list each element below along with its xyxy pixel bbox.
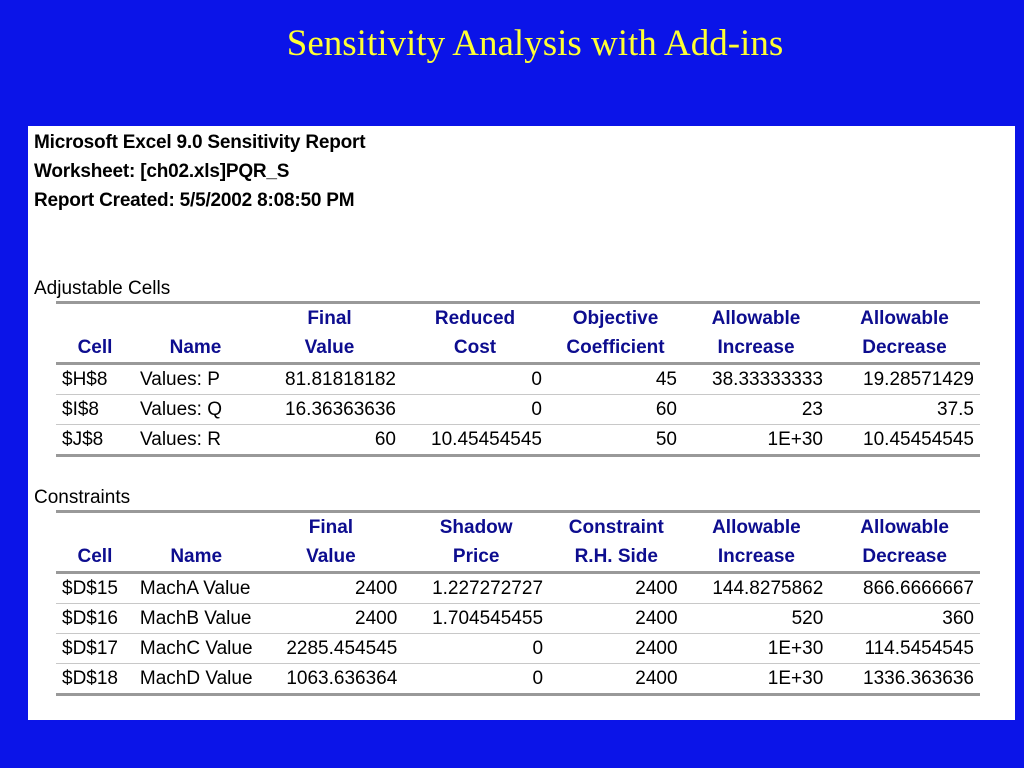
column-header-top: Allowable <box>684 512 830 543</box>
header-row-top <box>56 303 980 334</box>
table-cell: 16.36363636 <box>257 395 402 425</box>
constraints-table <box>56 510 980 696</box>
table-cell: 520 <box>684 604 830 634</box>
table-cell: $D$15 <box>56 573 134 604</box>
table-cell: MachC Value <box>134 634 259 664</box>
table-cell: $H$8 <box>56 364 134 395</box>
column-header: Coefficient <box>548 333 683 364</box>
report-created: Report Created: 5/5/2002 8:08:50 PM <box>34 190 355 211</box>
table-cell: MachA Value <box>134 573 259 604</box>
table-cell: $D$17 <box>56 634 134 664</box>
table-cell: 2400 <box>259 573 404 604</box>
column-header-top: Final <box>259 512 404 543</box>
table-cell: 2400 <box>549 573 684 604</box>
header-row-top <box>56 512 980 543</box>
adjustable-cells-table <box>56 301 980 457</box>
table-cell: Values: R <box>134 425 257 456</box>
table-cell: 1E+30 <box>684 664 830 695</box>
column-header-top: Final <box>257 303 402 334</box>
table-cell: 2400 <box>549 664 684 695</box>
column-header-top: Allowable <box>829 303 980 334</box>
column-header: Cell <box>56 542 134 573</box>
table-cell: 2400 <box>259 604 404 634</box>
table-cell: 1063.636364 <box>259 664 404 695</box>
column-header-top: Objective <box>548 303 683 334</box>
column-header-top: Reduced <box>402 303 548 334</box>
header-row-bottom <box>56 542 980 573</box>
table-cell: $J$8 <box>56 425 134 456</box>
column-header: Price <box>403 542 549 573</box>
table-row <box>56 364 980 395</box>
table-cell: 60 <box>548 395 683 425</box>
header-row-bottom <box>56 333 980 364</box>
column-header: Value <box>259 542 404 573</box>
column-header: Decrease <box>829 333 980 364</box>
column-header-top <box>56 303 134 334</box>
column-header-top <box>56 512 134 543</box>
column-header-top: Constraint <box>549 512 684 543</box>
table-cell: 2400 <box>549 604 684 634</box>
table-cell: 23 <box>683 395 829 425</box>
column-header: Name <box>134 333 257 364</box>
table-row <box>56 395 980 425</box>
slide-title: Sensitivity Analysis with Add-ins <box>286 23 784 64</box>
column-header: R.H. Side <box>549 542 684 573</box>
table-cell: 10.45454545 <box>829 425 980 456</box>
table-cell: 45 <box>548 364 683 395</box>
table-cell: Values: Q <box>134 395 257 425</box>
table-cell: 10.45454545 <box>402 425 548 456</box>
column-header-top: Shadow <box>403 512 549 543</box>
constraints-label: Constraints <box>34 487 131 508</box>
column-header-top <box>134 512 259 543</box>
sensitivity-report-panel <box>28 126 1015 720</box>
table-row <box>56 573 980 604</box>
table-cell: 0 <box>402 395 548 425</box>
table-cell: 19.28571429 <box>829 364 980 395</box>
column-header: Decrease <box>829 542 980 573</box>
column-header-top <box>134 303 257 334</box>
table-row <box>56 664 980 695</box>
table-cell: 144.8275862 <box>684 573 830 604</box>
table-cell: 1E+30 <box>683 425 829 456</box>
table-cell: 50 <box>548 425 683 456</box>
column-header: Cell <box>56 333 134 364</box>
table-row <box>56 604 980 634</box>
table-cell: 0 <box>403 664 549 695</box>
table-cell: 1.227272727 <box>403 573 549 604</box>
table-cell: 60 <box>257 425 402 456</box>
report-title: Microsoft Excel 9.0 Sensitivity Report <box>34 132 366 153</box>
column-header: Cost <box>402 333 548 364</box>
table-cell: MachD Value <box>134 664 259 695</box>
table-cell: 360 <box>829 604 980 634</box>
column-header-top: Allowable <box>829 512 980 543</box>
table-cell: 37.5 <box>829 395 980 425</box>
column-header: Increase <box>683 333 829 364</box>
table-cell: 2285.454545 <box>259 634 404 664</box>
table-cell: 1336.363636 <box>829 664 980 695</box>
table-cell: 1.704545455 <box>403 604 549 634</box>
table-cell: 1E+30 <box>684 634 830 664</box>
table-cell: MachB Value <box>134 604 259 634</box>
table-cell: 114.5454545 <box>829 634 980 664</box>
table-row <box>56 425 980 456</box>
column-header: Name <box>134 542 259 573</box>
table-cell: $D$16 <box>56 604 134 634</box>
adjustable-cells-label: Adjustable Cells <box>34 278 171 299</box>
table-cell: $D$18 <box>56 664 134 695</box>
report-worksheet: Worksheet: [ch02.xls]PQR_S <box>34 161 290 182</box>
column-header: Value <box>257 333 402 364</box>
table-cell: 0 <box>402 364 548 395</box>
table-cell: 866.6666667 <box>829 573 980 604</box>
table-cell: 0 <box>403 634 549 664</box>
table-cell: 81.81818182 <box>257 364 402 395</box>
table-cell: 38.33333333 <box>683 364 829 395</box>
table-cell: 2400 <box>549 634 684 664</box>
column-header-top: Allowable <box>683 303 829 334</box>
table-row <box>56 634 980 664</box>
table-cell: Values: P <box>134 364 257 395</box>
column-header: Increase <box>684 542 830 573</box>
table-cell: $I$8 <box>56 395 134 425</box>
